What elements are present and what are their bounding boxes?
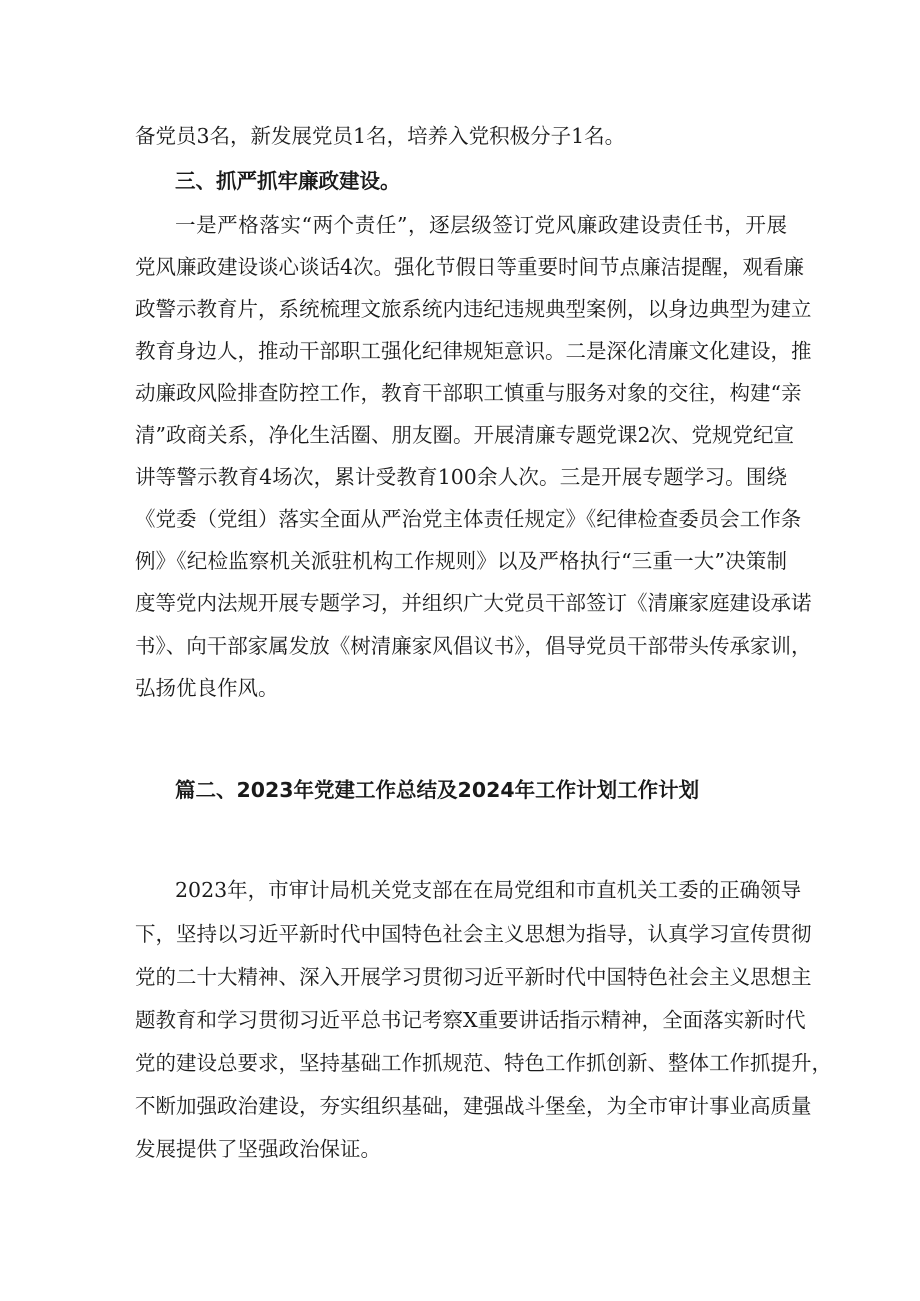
paragraph-line: 度等党内法规开展专题学习，并组织广大党员干部签订《清廉家庭建设承诺 [135, 591, 812, 615]
paragraph-line: 题教育和学习贯彻习近平总书记考察X重要讲话指示精神，全面落实新时代 [135, 1008, 806, 1032]
paragraph-line: 发展提供了坚强政治保证。 [135, 1137, 381, 1161]
paragraph-line: 《党委（党组）落实全面从严治党主体责任规定》《纪律检查委员会工作条 [135, 507, 802, 531]
paragraph-line: 下，坚持以习近平新时代中国特色社会主义思想为指导，认真学习宣传贯彻 [135, 922, 812, 946]
article-title: 篇二、2023年党建工作总结及2024年工作计划工作计划 [175, 778, 700, 802]
paragraph-line: 不断加强政治建设，夯实组织基础，建强战斗堡垒，为全市审计事业高质量 [135, 1094, 812, 1118]
paragraph-line: 书》、向干部家属发放《树清廉家风倡议书》，倡导党员干部带头传承家训， [135, 634, 812, 658]
paragraph-line: 备党员3名，新发展党员1名，培养入党积极分子1名。 [135, 124, 626, 148]
paragraph-line: 弘扬优良作风。 [135, 676, 279, 700]
paragraph-line: 教育身边人，推动干部职工强化纪律规矩意识。二是深化清廉文化建设，推 [135, 339, 812, 363]
paragraph-line: 党风廉政建设谈心谈话4次。强化节假日等重要时间节点廉洁提醒，观看廉 [135, 255, 805, 279]
paragraph-line: 一是严格落实“两个责任”，逐层级签订党风廉政建设责任书，开展 [175, 213, 787, 237]
paragraph-line: 政警示教育片，系统梳理文旅系统内违纪违规典型案例，以身边典型为建立 [135, 297, 812, 321]
paragraph-line: 例》《纪检监察机关派驻机构工作规则》以及严格执行“三重一大”决策制 [135, 549, 787, 573]
paragraph-line: 动廉政风险排查防控工作，教育干部职工慎重与服务对象的交往，构建“亲 [135, 381, 802, 405]
section-heading: 三、抓严抓牢廉政建设。 [175, 169, 401, 193]
paragraph-line: 清”政商关系，净化生活圈、朋友圈。开展清廉专题党课2次、党规党纪宣 [135, 423, 795, 447]
paragraph-line: 2023年，市审计局机关党支部在在局党组和市直机关工委的正确领导 [175, 878, 802, 902]
paragraph-line: 党的建设总要求，坚持基础工作抓规范、特色工作抓创新、整体工作抓提升， [135, 1051, 832, 1075]
paragraph-line: 讲等警示教育4场次，累计受教育100余人次。三是开展专题学习。围绕 [135, 465, 787, 489]
paragraph-line: 党的二十大精神、深入开展学习贯彻习近平新时代中国特色社会主义思想主 [135, 965, 812, 989]
